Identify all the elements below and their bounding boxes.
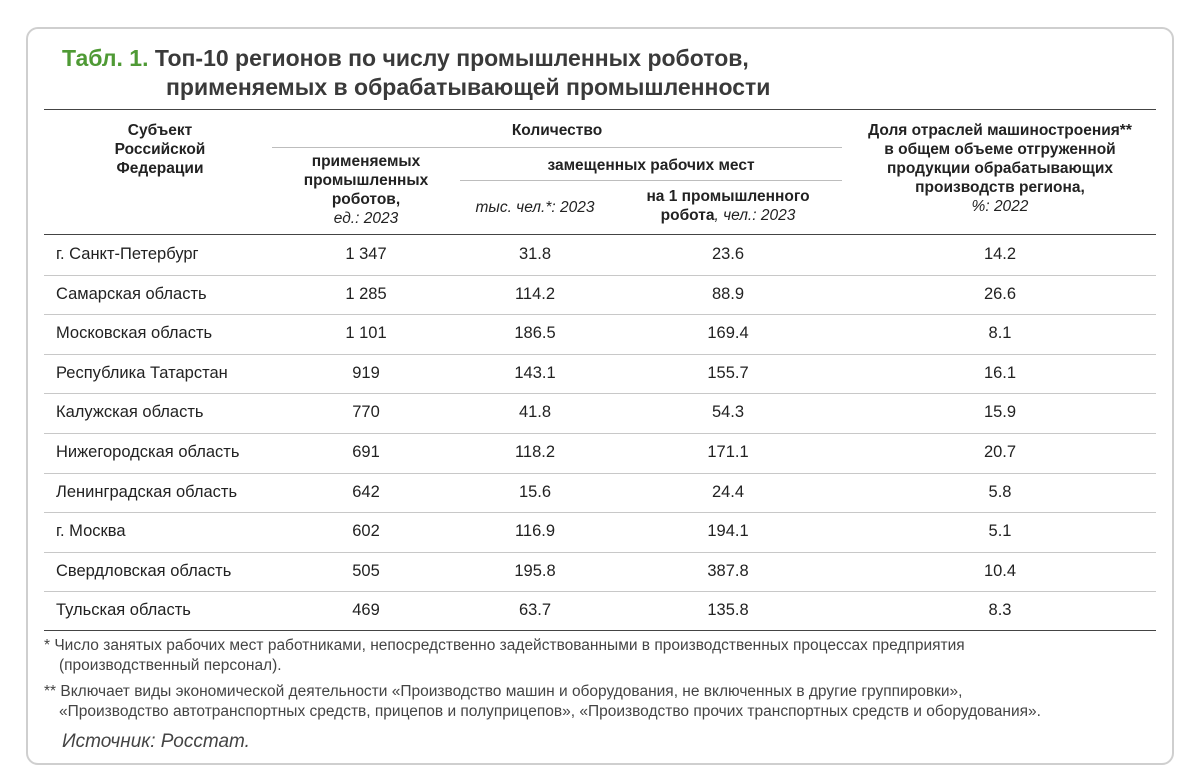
cell-share: 10.4 xyxy=(983,561,1017,580)
cell-region: Московская область xyxy=(56,324,213,343)
cell-share: 14.2 xyxy=(983,245,1017,263)
table-number-label: Табл. 1. xyxy=(62,45,149,71)
cell-region: г. Москва xyxy=(56,522,126,541)
footnote-2 xyxy=(44,682,1164,722)
header-per-robot-bold: робота xyxy=(660,207,715,224)
cell-robots: 469 xyxy=(352,601,380,620)
table-row xyxy=(44,512,1156,553)
cell-region: Самарская область xyxy=(56,284,207,303)
header-per-robot-line1: на 1 промышленного xyxy=(646,188,810,205)
header-quantity: Количество xyxy=(511,122,603,139)
cell-region: Ленинградская область xyxy=(56,482,238,501)
cell-per-robot: 54.3 xyxy=(711,403,745,422)
header-per-robot-unit: , чел.: 2023 xyxy=(714,207,796,224)
header-quantity-rule xyxy=(272,147,842,148)
cell-region: Республика Татарстан xyxy=(56,363,228,382)
cell-share: 5.1 xyxy=(988,522,1012,541)
header-robots-line3: роботов, xyxy=(331,191,401,208)
cell-per-robot: 169.4 xyxy=(707,324,749,343)
header-thousand xyxy=(460,198,610,217)
table-row xyxy=(44,354,1156,395)
header-subject xyxy=(90,121,230,178)
cell-share: 8.1 xyxy=(988,324,1012,343)
header-share-line2: в общем объеме отгруженной xyxy=(884,141,1116,158)
footnote-1 xyxy=(44,636,1164,676)
table-row xyxy=(44,552,1156,593)
cell-share: 15.9 xyxy=(983,403,1017,422)
header-replaced-rule xyxy=(460,180,842,181)
table-row xyxy=(44,275,1156,316)
cell-jobs: 195.8 xyxy=(514,561,556,580)
header-robots-line2: промышленных xyxy=(303,172,429,189)
cell-per-robot: 23.6 xyxy=(711,245,745,263)
cell-share: 26.6 xyxy=(983,284,1017,303)
table-top-rule xyxy=(44,109,1156,110)
cell-per-robot: 24.4 xyxy=(711,482,745,501)
cell-robots: 1 285 xyxy=(345,284,387,303)
cell-robots: 1 347 xyxy=(345,245,387,263)
cell-per-robot: 155.7 xyxy=(707,363,749,382)
table-row xyxy=(44,393,1156,434)
cell-region: Тульская область xyxy=(56,601,191,620)
cell-jobs: 143.1 xyxy=(514,363,556,382)
table-row xyxy=(44,591,1156,631)
cell-jobs: 114.2 xyxy=(514,284,556,303)
source-note: Источник: Росстат. xyxy=(62,731,250,752)
table-title-line1: Топ-10 регионов по числу промышленных роботов, xyxy=(154,45,749,71)
cell-share: 16.1 xyxy=(983,363,1017,382)
cell-share: 8.3 xyxy=(988,601,1012,620)
header-subject-line1: Субъект xyxy=(127,122,193,139)
cell-robots: 691 xyxy=(352,443,380,461)
footnote-1-line2: (производственный персонал). xyxy=(59,657,282,674)
cell-jobs: 63.7 xyxy=(518,601,552,620)
header-share-line3: продукции обрабатывающих xyxy=(887,160,1113,177)
cell-region: Свердловская область xyxy=(56,561,232,580)
cell-robots: 602 xyxy=(352,522,380,541)
cell-per-robot: 135.8 xyxy=(707,601,749,620)
header-share-line1: Доля отраслей машиностроения** xyxy=(868,122,1132,139)
table-bottom-rule xyxy=(44,630,1156,631)
header-robots-line1: применяемых xyxy=(311,153,421,170)
cell-region: Калужская область xyxy=(56,403,204,422)
cell-jobs: 41.8 xyxy=(518,403,552,422)
cell-jobs: 15.6 xyxy=(518,482,552,501)
cell-robots: 770 xyxy=(352,403,380,422)
cell-region: г. Санкт-Петербург xyxy=(56,245,199,263)
cell-robots: 1 101 xyxy=(345,324,387,343)
table-row xyxy=(44,235,1156,276)
table-row xyxy=(44,433,1156,474)
header-subject-line2: Российской xyxy=(114,141,206,158)
header-thousand-text: тыс. чел.*: 2023 xyxy=(475,199,595,216)
header-share xyxy=(842,121,1158,216)
cell-share: 5.8 xyxy=(988,482,1012,501)
cell-per-robot: 194.1 xyxy=(707,522,749,541)
table-title xyxy=(62,44,770,102)
header-replaced-jobs: замещенных рабочих мест xyxy=(547,157,755,174)
table-row xyxy=(44,314,1156,355)
table-title-line2: применяемых в обрабатывающей промышленности xyxy=(166,74,771,100)
cell-robots: 642 xyxy=(352,482,380,501)
footnote-2-line1: ** Включает виды экономической деятельности «Производство машин и оборудования, не включенных в другие группировки», xyxy=(44,683,963,700)
header-share-line4: производств региона, xyxy=(915,179,1085,196)
cell-jobs: 116.9 xyxy=(514,522,556,541)
cell-per-robot: 88.9 xyxy=(711,284,745,303)
cell-jobs: 186.5 xyxy=(514,324,556,343)
header-robots xyxy=(272,152,460,228)
cell-share: 20.7 xyxy=(983,443,1017,461)
cell-jobs: 31.8 xyxy=(518,245,552,263)
table-row xyxy=(44,473,1156,514)
header-robots-unit: ед.: 2023 xyxy=(333,210,399,227)
header-per-robot xyxy=(612,187,844,225)
footnote-1-line1: * Число занятых рабочих мест работниками, непосредственно задействованными в производственных процессах предприятия xyxy=(44,637,965,654)
header-share-unit: %: 2022 xyxy=(971,198,1029,215)
cell-per-robot: 387.8 xyxy=(707,561,749,580)
cell-robots: 919 xyxy=(352,363,380,382)
cell-jobs: 118.2 xyxy=(514,443,556,461)
cell-per-robot: 171.1 xyxy=(707,443,749,461)
header-subject-line3: Федерации xyxy=(116,160,204,177)
cell-robots: 505 xyxy=(352,561,380,580)
cell-region: Нижегородская область xyxy=(56,443,240,461)
footnote-2-line2: «Производство автотранспортных средств, прицепов и полуприцепов», «Производство прочих транспортных средств и оборудования». xyxy=(59,703,1041,720)
